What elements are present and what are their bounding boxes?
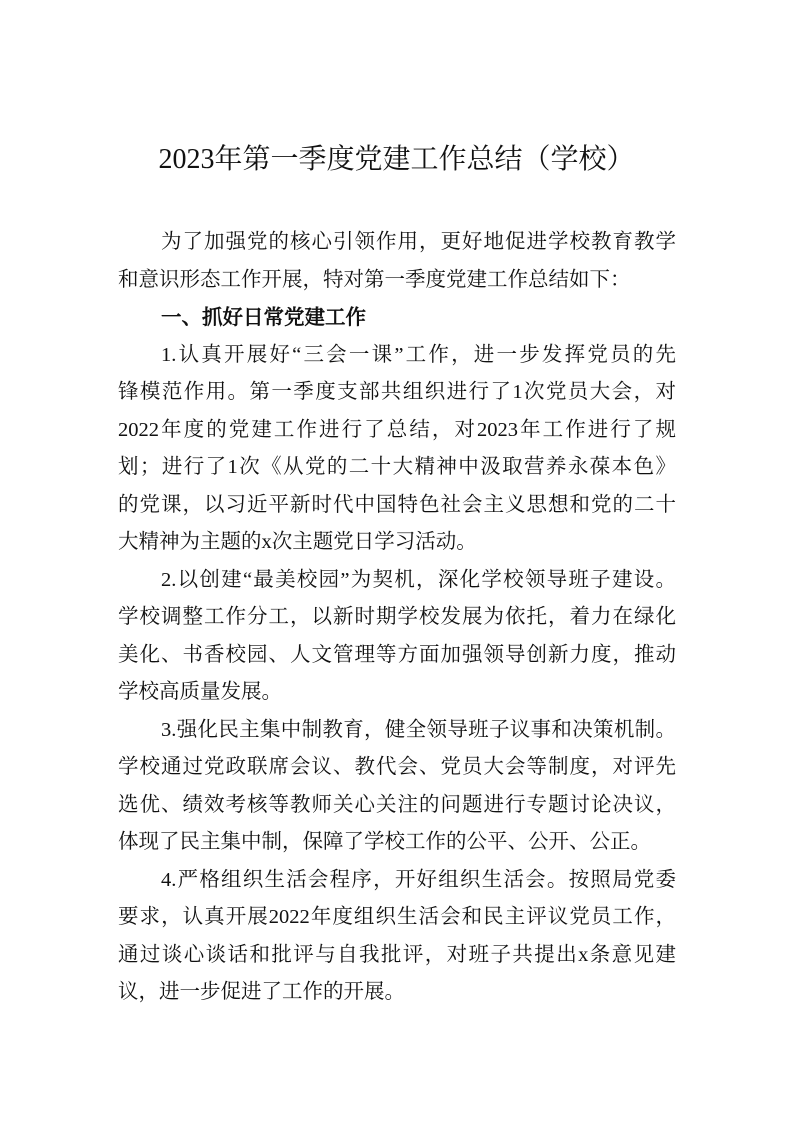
text-line: 选优、绩效考核等教师关心关注的问题进行专题讨论决议， [118, 793, 676, 816]
paragraph [118, 337, 676, 562]
text-line: 为了加强党的核心引领作用，更好地促进学校教育教学 [161, 231, 676, 253]
document-body [118, 224, 676, 1012]
paragraph [118, 224, 676, 299]
document-title: 2023年第一季度党建工作总结（学校） [158, 144, 635, 175]
text-line: 2.以创建“最美校园”为契机，深化学校领导班子建设。 [161, 568, 676, 591]
text-line: 学校通过党政联席会议、教代会、党员大会等制度，对评先 [118, 756, 676, 778]
section-heading [118, 299, 676, 337]
text-line: 2022年度的党建工作进行了总结，对2023年工作进行了规 [118, 418, 676, 441]
text-line: 学校调整工作分工，以新时期学校发展为依托，着力在绿化 [118, 606, 676, 628]
text-line: 锋模范作用。第一季度支部共组织进行了1次党员大会，对 [118, 381, 676, 403]
text-line: 3.强化民主集中制教育，健全领导班子议事和决策机制。 [161, 718, 676, 741]
text-line: 和意识形态工作开展，特对第一季度党建工作总结如下： [118, 268, 631, 291]
text-line: 议，进一步促进了工作的开展。 [118, 981, 405, 1003]
text-line: 要求，认真开展2022年度组织生活会和民主评议党员工作， [118, 906, 676, 928]
text-line: 大精神为主题的x次主题党日学习活动。 [118, 531, 477, 553]
paragraph [118, 712, 676, 862]
paragraph [118, 862, 676, 1012]
text-line: 一、抓好日常党建工作 [161, 306, 366, 329]
text-line: 4.严格组织生活会程序，开好组织生活会。按照局党委 [161, 868, 676, 891]
paragraph [118, 562, 676, 712]
text-line: 通过谈心谈话和批评与自我批评，对班子共提出x条意见建 [118, 943, 676, 966]
text-line: 体现了民主集中制，保障了学校工作的公平、公开、公正。 [118, 831, 651, 853]
text-line: 1.认真开展好“三会一课”工作，进一步发挥党员的先 [161, 343, 676, 366]
text-line: 划；进行了1次《从党的二十大精神中汲取营养永葆本色》 [118, 456, 676, 478]
text-line: 的党课，以习近平新时代中国特色社会主义思想和党的二十 [118, 493, 676, 516]
text-line: 学校高质量发展。 [118, 681, 282, 703]
text-line: 美化、书香校园、人文管理等方面加强领导创新力度，推动 [118, 643, 676, 666]
